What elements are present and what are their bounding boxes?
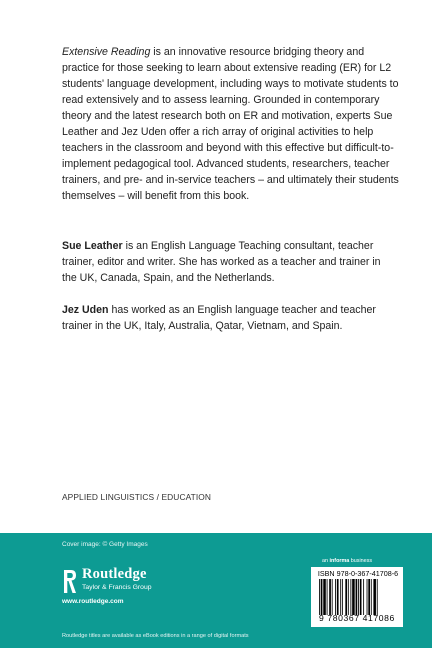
barcode-bar	[332, 579, 333, 615]
barcode-bars	[319, 579, 399, 615]
barcode-bar	[358, 579, 359, 615]
cover-image-credit: Cover image: © Getty Images	[62, 541, 148, 548]
barcode-bar	[360, 579, 362, 615]
ebook-availability-note: Routledge titles are available as eBook editions in a range of digital formats	[62, 633, 249, 639]
publisher-group: Taylor & Francis Group	[82, 584, 152, 591]
barcode-bar	[337, 579, 339, 615]
barcode-bar	[356, 579, 358, 615]
routledge-logo-icon	[62, 567, 78, 595]
book-description	[62, 44, 402, 204]
barcode-bar	[323, 579, 326, 615]
barcode-bar	[363, 579, 364, 615]
barcode-bar	[345, 579, 347, 615]
isbn-barcode	[311, 567, 403, 627]
barcode-bar	[319, 579, 320, 615]
barcode-bar	[342, 579, 343, 615]
barcode-bar	[327, 579, 328, 615]
barcode-number: 9 780367 417086	[319, 613, 395, 623]
publisher-name: Routledge	[82, 566, 147, 582]
barcode-bar	[340, 579, 341, 615]
book-description-text: is an innovative resource bridging theory and practice for those seeking to learn about extensive reading (ER) for L2 students' language development, including ways to motivate students to read extensively and to assess learning. Grounded in contemporary theory and the latest research both on ER and motivation, experts Sue Leather and Jez Uden offer a rich array of original activities to help teachers in the classroom and beyond with this effective but difficult-to-implement pedagogical tool. Advanced students, researchers, teacher trainers, and pre- and in-service teachers – and ultimately their students themselves – will benefit from this book.	[62, 46, 399, 202]
publisher-band	[0, 533, 432, 648]
barcode-bar	[352, 579, 355, 615]
isbn-text: ISBN 978-0-367-41708-6	[317, 569, 399, 578]
barcode-bar	[348, 579, 349, 615]
barcode-bar	[371, 579, 372, 615]
barcode-bar	[373, 579, 376, 615]
book-title-italic: Extensive Reading	[62, 46, 151, 58]
informa-tagline: an informa business	[322, 558, 373, 564]
barcode-bar	[367, 579, 368, 615]
author-bio-jez-uden	[62, 302, 392, 334]
barcode-bar	[329, 579, 331, 615]
barcode-bar	[377, 579, 378, 615]
author-bio-text: has worked as an English language teacher and teacher trainer in the UK, Italy, Australia, Qatar, Vietnam, and Spain.	[62, 304, 376, 332]
publisher-website: www.routledge.com	[62, 598, 124, 605]
author-name: Jez Uden	[62, 304, 109, 316]
author-bio-text: is an English Language Teaching consultant, teacher trainer, editor and writer. She has worked as a teacher and trainer in the UK, Canada, Spain, and the Netherlands.	[62, 240, 381, 284]
barcode-bar	[335, 579, 336, 615]
subject-category: APPLIED LINGUISTICS / EDUCATION	[62, 492, 212, 502]
author-bio-sue-leather	[62, 238, 392, 286]
barcode-bar	[350, 579, 351, 615]
author-name: Sue Leather	[62, 240, 123, 252]
barcode-bar	[368, 579, 370, 615]
barcode-bar	[321, 579, 323, 615]
